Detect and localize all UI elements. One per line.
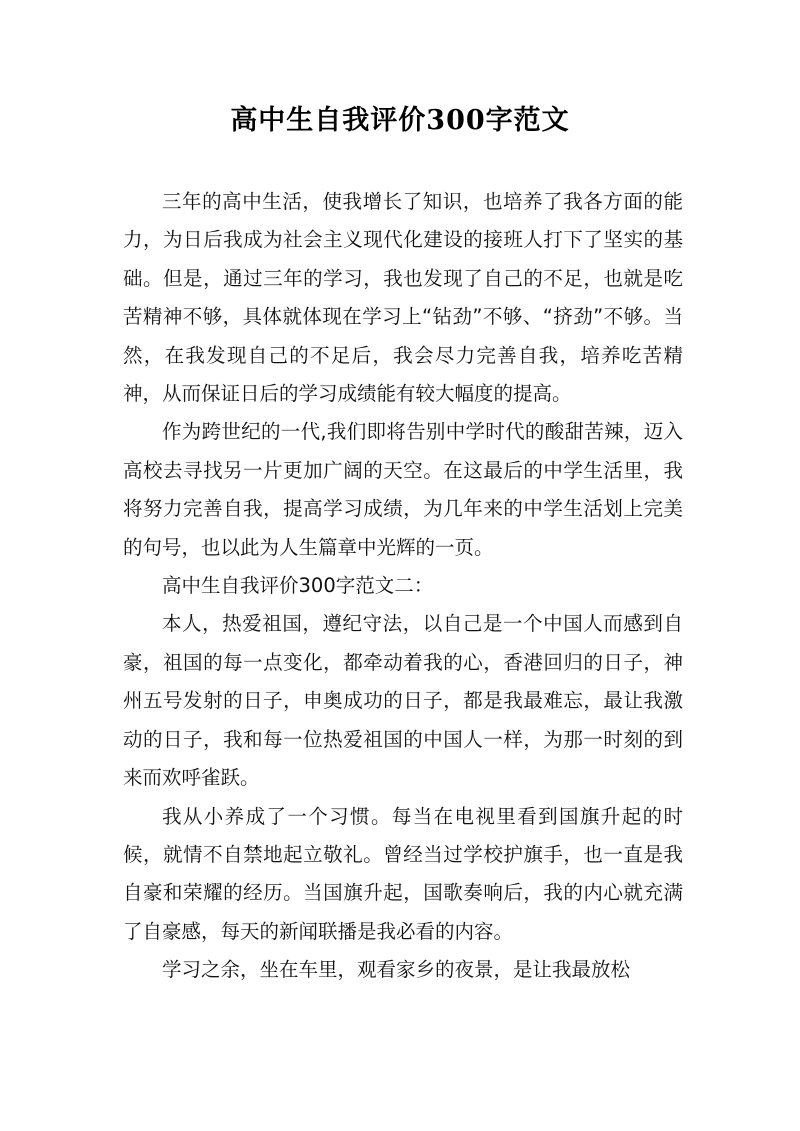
paragraph-4: 我从小养成了一个习惯。每当在电视里看到国旗升起的时候，就情不自禁地起立敬礼。曾经当过学校护旗手，也一直是我自豪和荣耀的经历。当国旗升起，国歌奏响后，我的内心就充满了自豪感，每天的新闻联播是我必看的内容。 xyxy=(123,804,683,943)
paragraph-5: 学习之余，坐在车里，观看家乡的夜景，是让我最放松 xyxy=(162,958,631,982)
paragraph-3: 本人，热爱祖国，遵纪守法，以自己是一个中国人而感到自豪，祖国的每一点变化，都牵动着我的心，香港回归的日子，神州五号发射的日子，申奥成功的日子，都是我最难忘，最让我激动的日子，我和每一位热爱祖国的中国人一样，为那一时刻的到来而欢呼雀跃。 xyxy=(123,612,683,790)
document-title: 高中生自我评价300字范文 xyxy=(230,105,570,136)
paragraph-2: 作为跨世纪的一代,我们即将告别中学时代的酸甜苦辣，迈入高校去寻找另一片更加广阔的天空。在这最后的中学生活里，我将努力完善自我，提高学习成绩，为几年来的中学生活划上完美的句号，也以此为人生篇章中光辉的一页。 xyxy=(123,420,683,559)
document-body xyxy=(123,183,683,990)
paragraph-1: 三年的高中生活，使我增长了知识，也培养了我各方面的能力，为日后我成为社会主义现代化建设的接班人打下了坚实的基础。但是，通过三年的学习，我也发现了自己的不足，也就是吃苦精神不够，具体就体现在学习上“钻劲”不够、“挤劲”不够。当然，在我发现自己的不足后，我会尽力完善自我，培养吃苦精神，从而保证日后的学习成绩能有较大幅度的提高。 xyxy=(123,190,683,406)
section-heading-2: 高中生自我评价300字范文二： xyxy=(162,574,434,598)
